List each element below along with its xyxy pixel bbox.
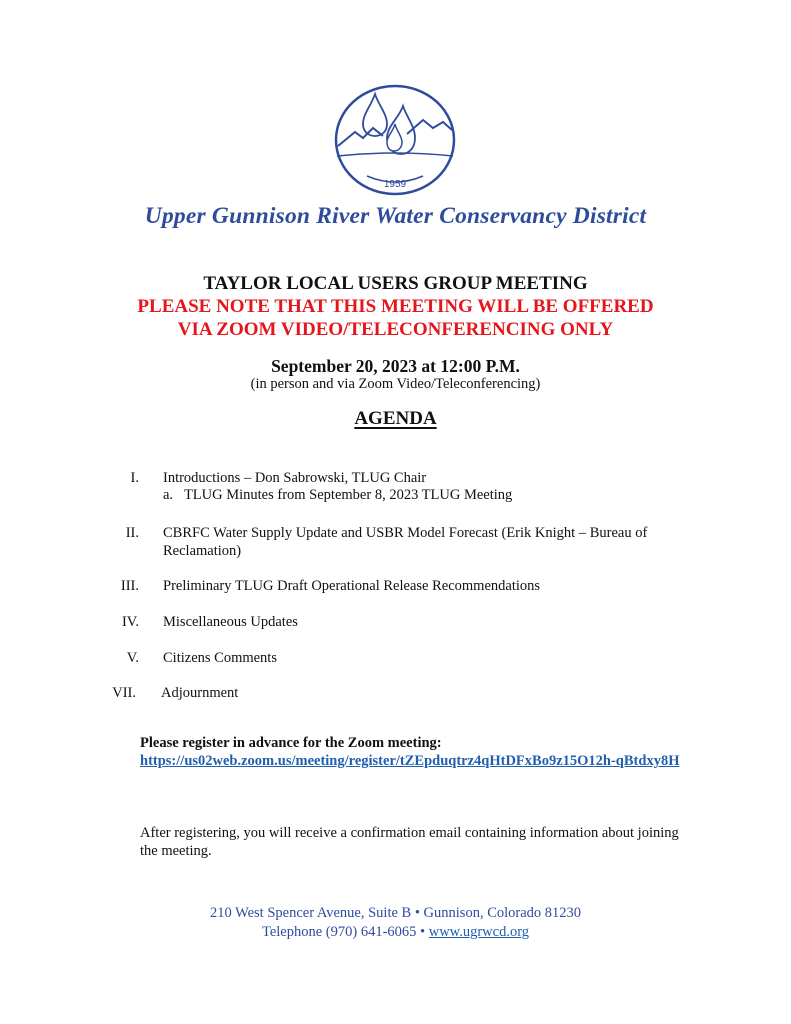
agenda-heading: AGENDA (354, 408, 437, 429)
agenda-item-number: II. (125, 525, 139, 541)
meeting-title: TAYLOR LOCAL USERS GROUP MEETING (203, 273, 588, 294)
agenda-subitem-letter: a. (163, 487, 174, 503)
footer-website-link[interactable]: www.ugrwcd.org (428, 924, 530, 940)
agenda-item-text: Citizens Comments (163, 650, 277, 666)
registration-heading: Please register in advance for the Zoom meeting: (140, 735, 442, 751)
footer-phone: Telephone (970) 641-6065 • (261, 924, 426, 940)
agenda-item-text: CBRFC Water Supply Update and USBR Model Forecast (Erik Knight – Bureau of Reclamation) (163, 525, 648, 559)
notice-line-1: PLEASE NOTE THAT THIS MEETING WILL BE OFFERED (137, 296, 654, 317)
water-drop-logo-icon (333, 84, 457, 196)
agenda-item-text: Miscellaneous Updates (163, 614, 298, 630)
footer-address: 210 West Spencer Avenue, Suite B • Gunnison, Colorado 81230 (209, 905, 582, 921)
agenda-item-number: I. (130, 470, 139, 486)
logo-year: 1959 (383, 179, 407, 190)
agenda-item-number: IV. (121, 614, 139, 630)
zoom-registration-link[interactable]: https://us02web.zoom.us/meeting/register/tZEpduqtrz4qHtDFxBo9z15O12h-qBtdxy8H (140, 753, 680, 769)
organization-name: Upper Gunnison River Water Conservancy District (144, 203, 647, 229)
agenda-item-number: III. (120, 578, 139, 594)
agenda-item-number: V. (126, 650, 139, 666)
agenda-subitem (163, 487, 512, 504)
footer-contact (0, 924, 791, 941)
meeting-datetime: September 20, 2023 at 12:00 P.M. (271, 356, 520, 376)
agenda-subitem-text: TLUG Minutes from September 8, 2023 TLUG Meeting (183, 487, 513, 503)
agenda-item-text: Introductions – Don Sabrowski, TLUG Chair (163, 470, 427, 486)
notice-line-2: VIA ZOOM VIDEO/TELECONFERENCING ONLY (177, 319, 614, 340)
agenda-item-text: Preliminary TLUG Draft Operational Release Recommendations (163, 578, 541, 594)
registration-confirmation-note: After registering, you will receive a confirmation email containing information about joining the meeting. (140, 825, 679, 859)
agenda-item-text: Adjournment (161, 685, 239, 701)
district-logo (333, 84, 457, 196)
meeting-format-note: (in person and via Zoom Video/Teleconferencing) (250, 376, 541, 392)
agenda-item-number: VII. (112, 685, 136, 701)
